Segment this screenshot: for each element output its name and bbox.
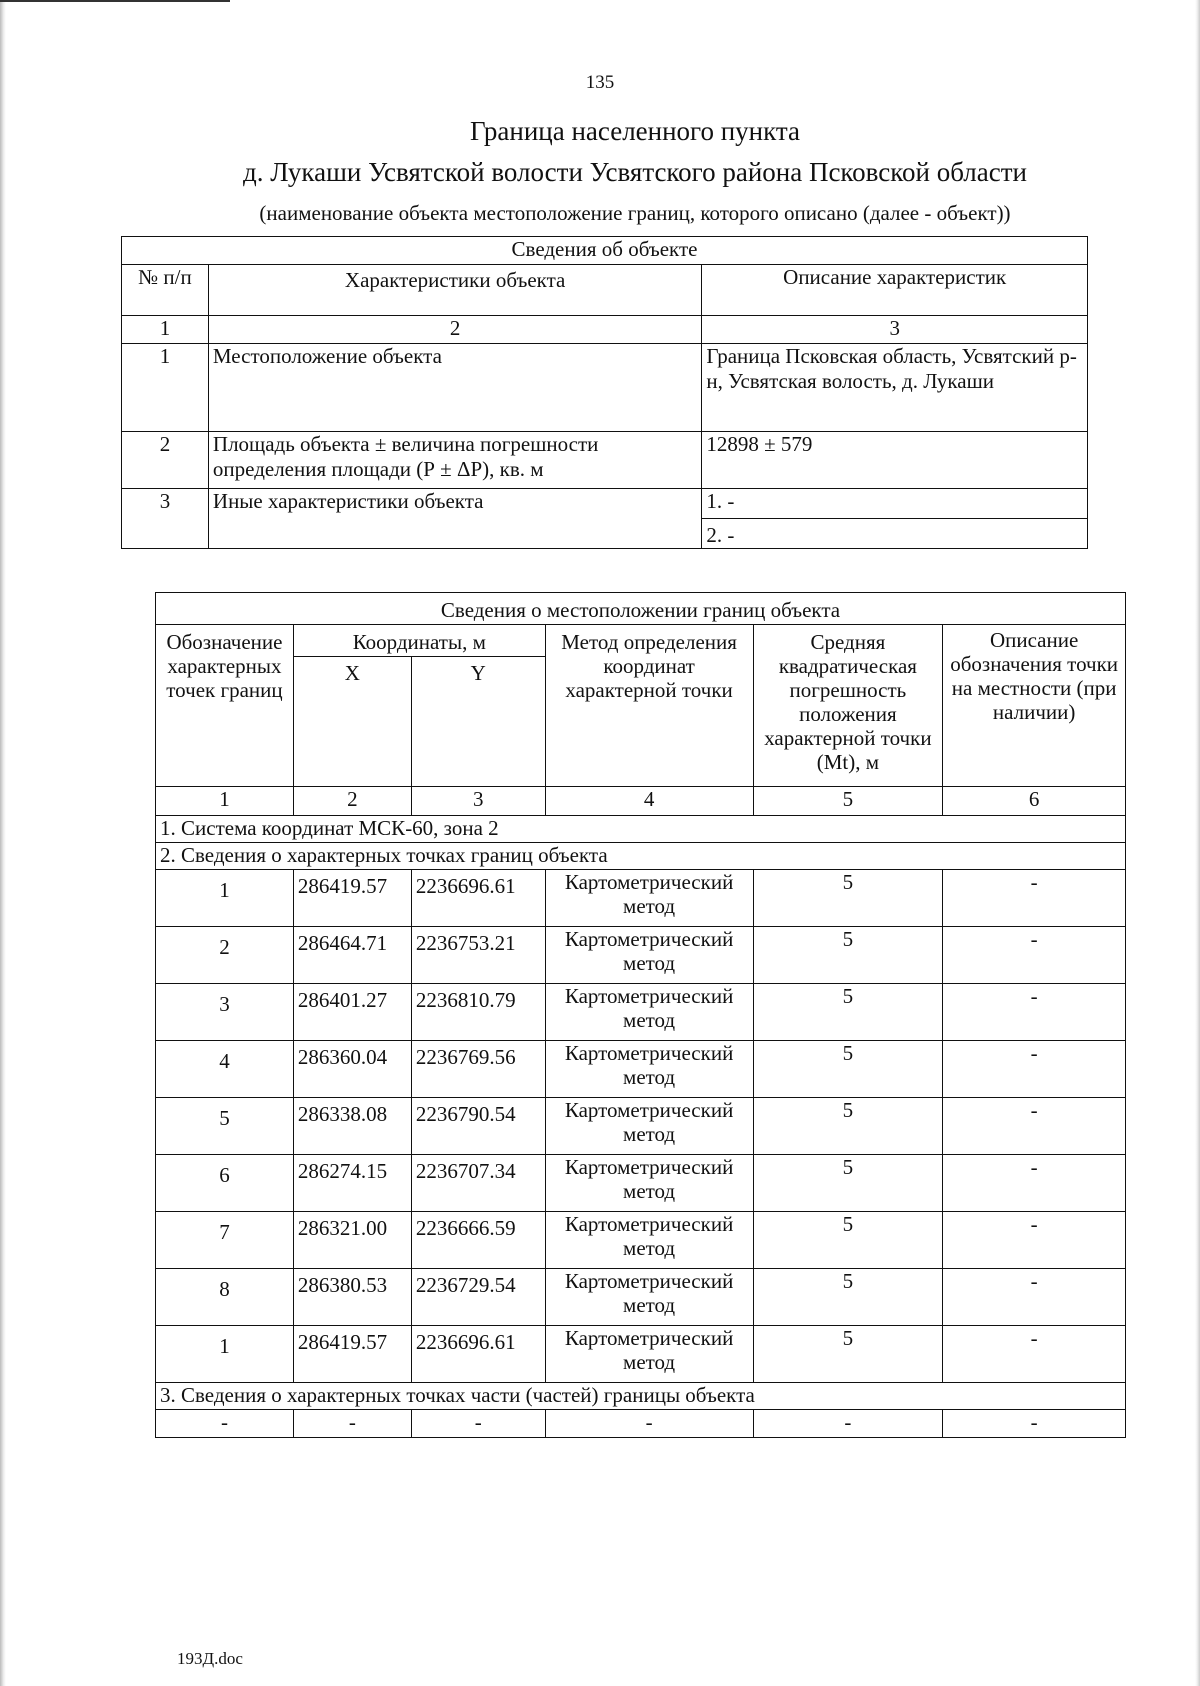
point-y: 2236729.54 [411,1269,545,1326]
point-method: Картометрический метод [545,1098,753,1155]
document-subject: д. Лукаши Усвятской волости Усвятского района Псковской области [243,157,1027,187]
point-id: 5 [156,1098,294,1155]
point-description: - [943,1041,1126,1098]
part-cell: - [753,1410,943,1438]
point-mt: 5 [753,927,943,984]
point-method: Картометрический метод [545,1326,753,1383]
point-description: - [943,1269,1126,1326]
point-x: 286338.08 [293,1098,411,1155]
point-mt: 5 [753,870,943,927]
document-title: Граница населенного пункта [470,116,800,146]
col-number-3: 3 [411,787,545,816]
point-y: 2236810.79 [411,984,545,1041]
table-row [156,1098,1126,1155]
point-x: 286464.71 [293,927,411,984]
boundary-points-table [155,592,1126,1438]
point-y: 2236707.34 [411,1155,545,1212]
row-number: 2 [122,432,209,489]
other-characteristic-2: 2. - [706,523,735,547]
point-description: - [943,1098,1126,1155]
part-cell: - [156,1410,294,1438]
point-x: 286360.04 [293,1041,411,1098]
scan-edge-right [1195,0,1200,1686]
col-number-4: 4 [545,787,753,816]
point-id: 4 [156,1041,294,1098]
point-mt: 5 [753,984,943,1041]
table-row [156,870,1126,927]
col-number-5: 5 [753,787,943,816]
point-mt: 5 [753,1041,943,1098]
point-y: 2236790.54 [411,1098,545,1155]
point-y: 2236696.61 [411,870,545,927]
point-id: 2 [156,927,294,984]
header-y: Y [411,657,545,787]
point-id: 8 [156,1269,294,1326]
row-characteristic: Местоположение объекта [208,344,701,432]
point-y: 2236696.61 [411,1326,545,1383]
object-table-caption: Сведения об объекте [122,237,1088,265]
point-mt: 5 [753,1212,943,1269]
point-id: 6 [156,1155,294,1212]
table-row [156,1155,1126,1212]
header-x: X [293,657,411,787]
part-cell: - [411,1410,545,1438]
row-description: Граница Псковская область, Усвятский р-н, Усвятская волость, д. Лукаши [702,344,1088,432]
point-description: - [943,1155,1126,1212]
point-id: 1 [156,1326,294,1383]
part-cell: - [943,1410,1126,1438]
point-y: 2236753.21 [411,927,545,984]
scan-edge-left [0,0,6,1686]
part-cell: - [545,1410,753,1438]
point-x: 286380.53 [293,1269,411,1326]
other-characteristic-1: 1. - [702,489,1087,519]
point-mt: 5 [753,1269,943,1326]
document-subtitle: (наименование объекта местоположение границ, которого описано (далее - объект)) [259,201,1011,225]
point-id: 7 [156,1212,294,1269]
header-coordinates: Координаты, м [293,625,545,657]
header-point-description: Описание обозначения точки на местности (при наличии) [943,625,1126,787]
point-id: 1 [156,870,294,927]
page-number: 135 [585,72,615,93]
point-description: - [943,870,1126,927]
point-x: 286274.15 [293,1155,411,1212]
point-description: - [943,1212,1126,1269]
section-boundary-points: 2. Сведения о характерных точках границ объекта [156,843,1126,870]
point-x: 286419.57 [293,870,411,927]
row-characteristic: Иные характеристики объекта [208,489,701,549]
point-method: Картометрический метод [545,1155,753,1212]
col-number-6: 6 [943,787,1126,816]
header-accuracy: Средняя квадратическая погрешность положения характерной точки (Мt), м [753,625,943,787]
row-number: 3 [122,489,209,549]
col-number-1: 1 [156,787,294,816]
table-row [156,1212,1126,1269]
point-method: Картометрический метод [545,1212,753,1269]
point-description: - [943,1326,1126,1383]
point-method: Картометрический метод [545,1041,753,1098]
point-method: Картометрический метод [545,927,753,984]
section-coordinate-system: 1. Система координат МСК-60, зона 2 [156,816,1126,843]
point-x: 286419.57 [293,1326,411,1383]
table-row [156,1326,1126,1383]
table-row [156,927,1126,984]
point-method: Картометрический метод [545,870,753,927]
point-id: 3 [156,984,294,1041]
table-row [156,1269,1126,1326]
point-method: Картометрический метод [545,1269,753,1326]
table-row [156,984,1126,1041]
point-y: 2236769.56 [411,1041,545,1098]
col-number-3: 3 [702,316,1088,344]
header-description: Описание характеристик [702,265,1088,316]
scan-edge-top [0,0,230,2]
row-number: 1 [122,344,209,432]
point-description: - [943,984,1126,1041]
row-description [702,489,1088,549]
row-description: 12898 ± 579 [702,432,1088,489]
footer-filename: 193Д.doc [177,1649,243,1668]
row-characteristic: Площадь объекта ± величина погрешности определения площади (Р ± ΔР), кв. м [208,432,701,489]
part-cell: - [293,1410,411,1438]
point-x: 286401.27 [293,984,411,1041]
point-method: Картометрический метод [545,984,753,1041]
boundary-table-caption: Сведения о местоположении границ объекта [156,593,1126,625]
header-number: № п/п [122,265,209,316]
col-number-2: 2 [208,316,701,344]
point-description: - [943,927,1126,984]
header-method: Метод определения координат характерной точки [545,625,753,787]
table-row [156,1410,1126,1438]
point-x: 286321.00 [293,1212,411,1269]
header-characteristics: Характеристики объекта [208,265,701,316]
header-point-designation: Обозначение характерных точек границ [156,625,294,787]
object-info-table [121,236,1088,549]
section-part-points: 3. Сведения о характерных точках части (частей) границы объекта [156,1383,1126,1410]
point-y: 2236666.59 [411,1212,545,1269]
point-mt: 5 [753,1098,943,1155]
col-number-2: 2 [293,787,411,816]
table-row [156,1041,1126,1098]
point-mt: 5 [753,1155,943,1212]
point-mt: 5 [753,1326,943,1383]
col-number-1: 1 [122,316,209,344]
